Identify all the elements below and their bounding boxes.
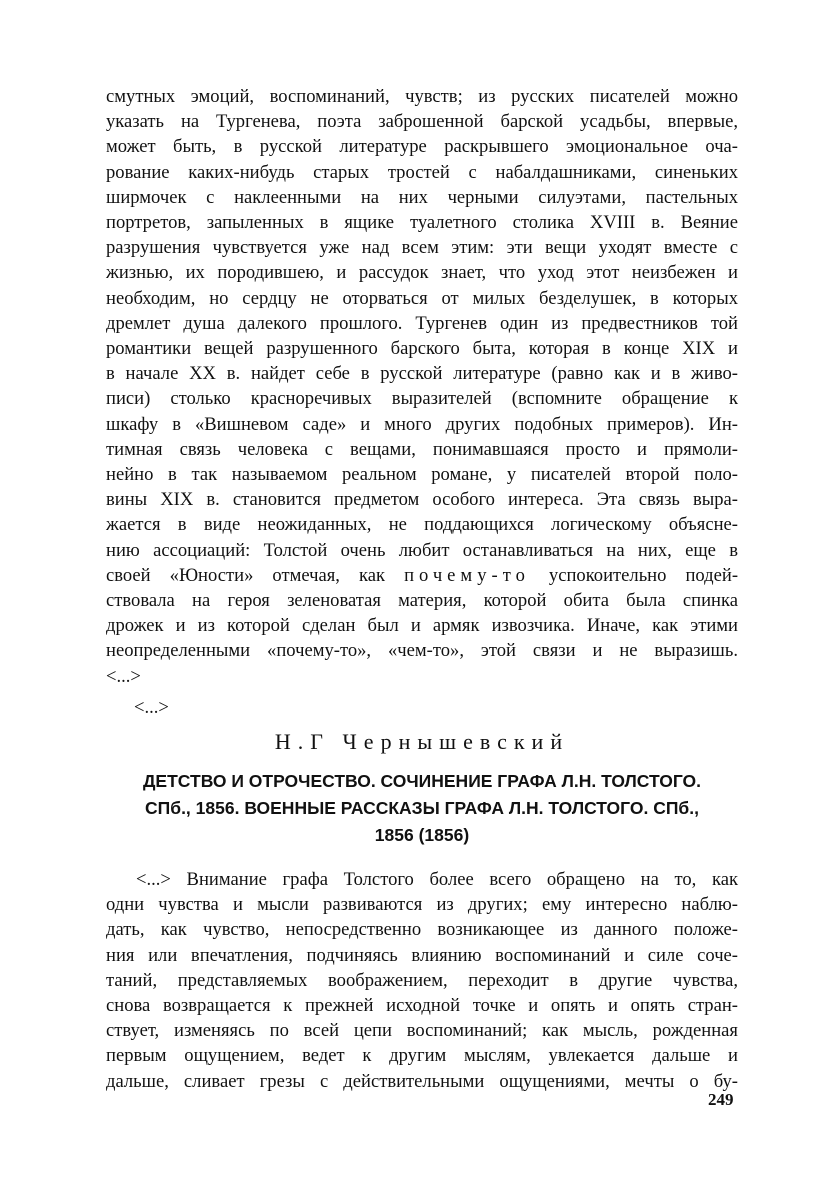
text-line: вины XIX в. становится предметом особого интереса. Эта связь выра- (106, 489, 738, 511)
heading-line: ДЕТСТВО И ОТРОЧЕСТВО. СОЧИНЕНИЕ ГРАФА Л.Н. ТОЛСТОГО. (142, 771, 702, 791)
text-line: тимная связь человека с вещами, понимавшаяся просто и прямоли- (106, 438, 738, 460)
text-line: рование каких-нибудь старых тростей с набалдашниками, синеньких (106, 161, 738, 183)
heading-line: 1856 (1856) (374, 825, 470, 845)
text-line: необходим, но сердцу не оторваться от милых безделушек, в которых (106, 287, 738, 309)
text-line: неопределенными «почему-то», «чем-то», этой связи и не выразишь. (106, 640, 738, 662)
text-line: указать на Тургенева, поэта заброшенной барской усадьбы, впервые, (106, 111, 738, 133)
emphasized-word: почему-то (404, 564, 530, 586)
page-number: 249 (708, 1090, 734, 1109)
text-line: дрожек и из которой сделан был и армяк извозчика. Иначе, как этими (106, 615, 738, 637)
text-line: первым ощущением, ведет к другим мыслям, увлекается дальше и (106, 1045, 738, 1067)
text-line: нейно в так называемом реальном романе, у писателей второй поло- (106, 464, 738, 486)
paragraph-1 (106, 84, 738, 689)
text-line: снова возвращается к прежней исходной точке и опять и опять стран- (106, 995, 738, 1017)
heading-line: СПб., 1856. ВОЕННЫЕ РАССКАЗЫ ГРАФА Л.Н. ТОЛСТОГО. СПб., (145, 798, 699, 818)
text-line: дремлет душа далекого прошлого. Тургенев один из предвестников той (106, 312, 738, 334)
text-line: писи) столько красноречивых выразителей (вспомните обращение к (106, 388, 738, 410)
text-line: дать, как чувство, непосредственно возникающее из данного положе- (106, 919, 738, 941)
text-fragment: своей «Юности» отмечая, как (106, 564, 386, 586)
text-line: ния или впечатления, подчиняясь влиянию воспоминаний и силе соче- (106, 944, 738, 966)
text-fragment: успокоительно подей- (548, 564, 739, 586)
text-line: портретов, запыленных в ящике туалетного столика XVIII в. Веяние (106, 212, 738, 234)
text-line: разрушения чувствуется уже над всем этим: эти вещи уходят вместе с (106, 237, 738, 259)
text-line: <...> Внимание графа Толстого более всего обращено на то, как (136, 869, 738, 890)
text-line: ствует, изменяясь по всей цепи воспоминаний; как мысль, рожденная (106, 1020, 738, 1042)
article-heading (106, 768, 738, 849)
text-line: ствовала на героя зеленоватая материя, которой обита была спинка (106, 590, 738, 612)
ellipsis-line: <...> (106, 665, 141, 687)
text-line (106, 563, 738, 588)
text-line: жается в виде неожиданных, не поддающихся логическому объясне- (106, 514, 738, 536)
text-line: может быть, в русской литературе раскрывшего эмоциональное оча- (106, 136, 738, 158)
text-line: смутных эмоций, воспоминаний, чувств; из русских писателей можно (106, 86, 738, 107)
text-line: ширмочек с наклеенными на них черными силуэтами, пастельных (106, 186, 738, 208)
text-line: дальше, сливает грезы с действительными ощущениями, мечты о бу- (106, 1070, 738, 1092)
text-line: в начале XX в. найдет себе в русской литературе (равно как и в живо- (106, 363, 738, 385)
author-name: Н.Г Чернышевский (274, 729, 570, 754)
text-line: шкафу в «Вишневом саде» и много других подобных примеров). Ин- (106, 413, 738, 435)
page-body (106, 84, 739, 1092)
paragraph-2 (106, 867, 738, 1094)
ellipsis-omission: <...> (134, 696, 169, 718)
text-line: нию ассоциаций: Толстой очень любит останавливаться на них, еще в (106, 539, 738, 561)
text-line: романтики вещей разрушенного барского быта, которая в конце XIX и (106, 338, 738, 360)
text-line: одни чувства и мысли развиваются из других; ему интересно наблю- (106, 894, 738, 916)
text-line: таний, представляемых воображением, переходит в другие чувства, (106, 969, 738, 991)
text-line: жизнью, их породившею, и рассудок знает, что уход этот неизбежен и (106, 262, 738, 284)
